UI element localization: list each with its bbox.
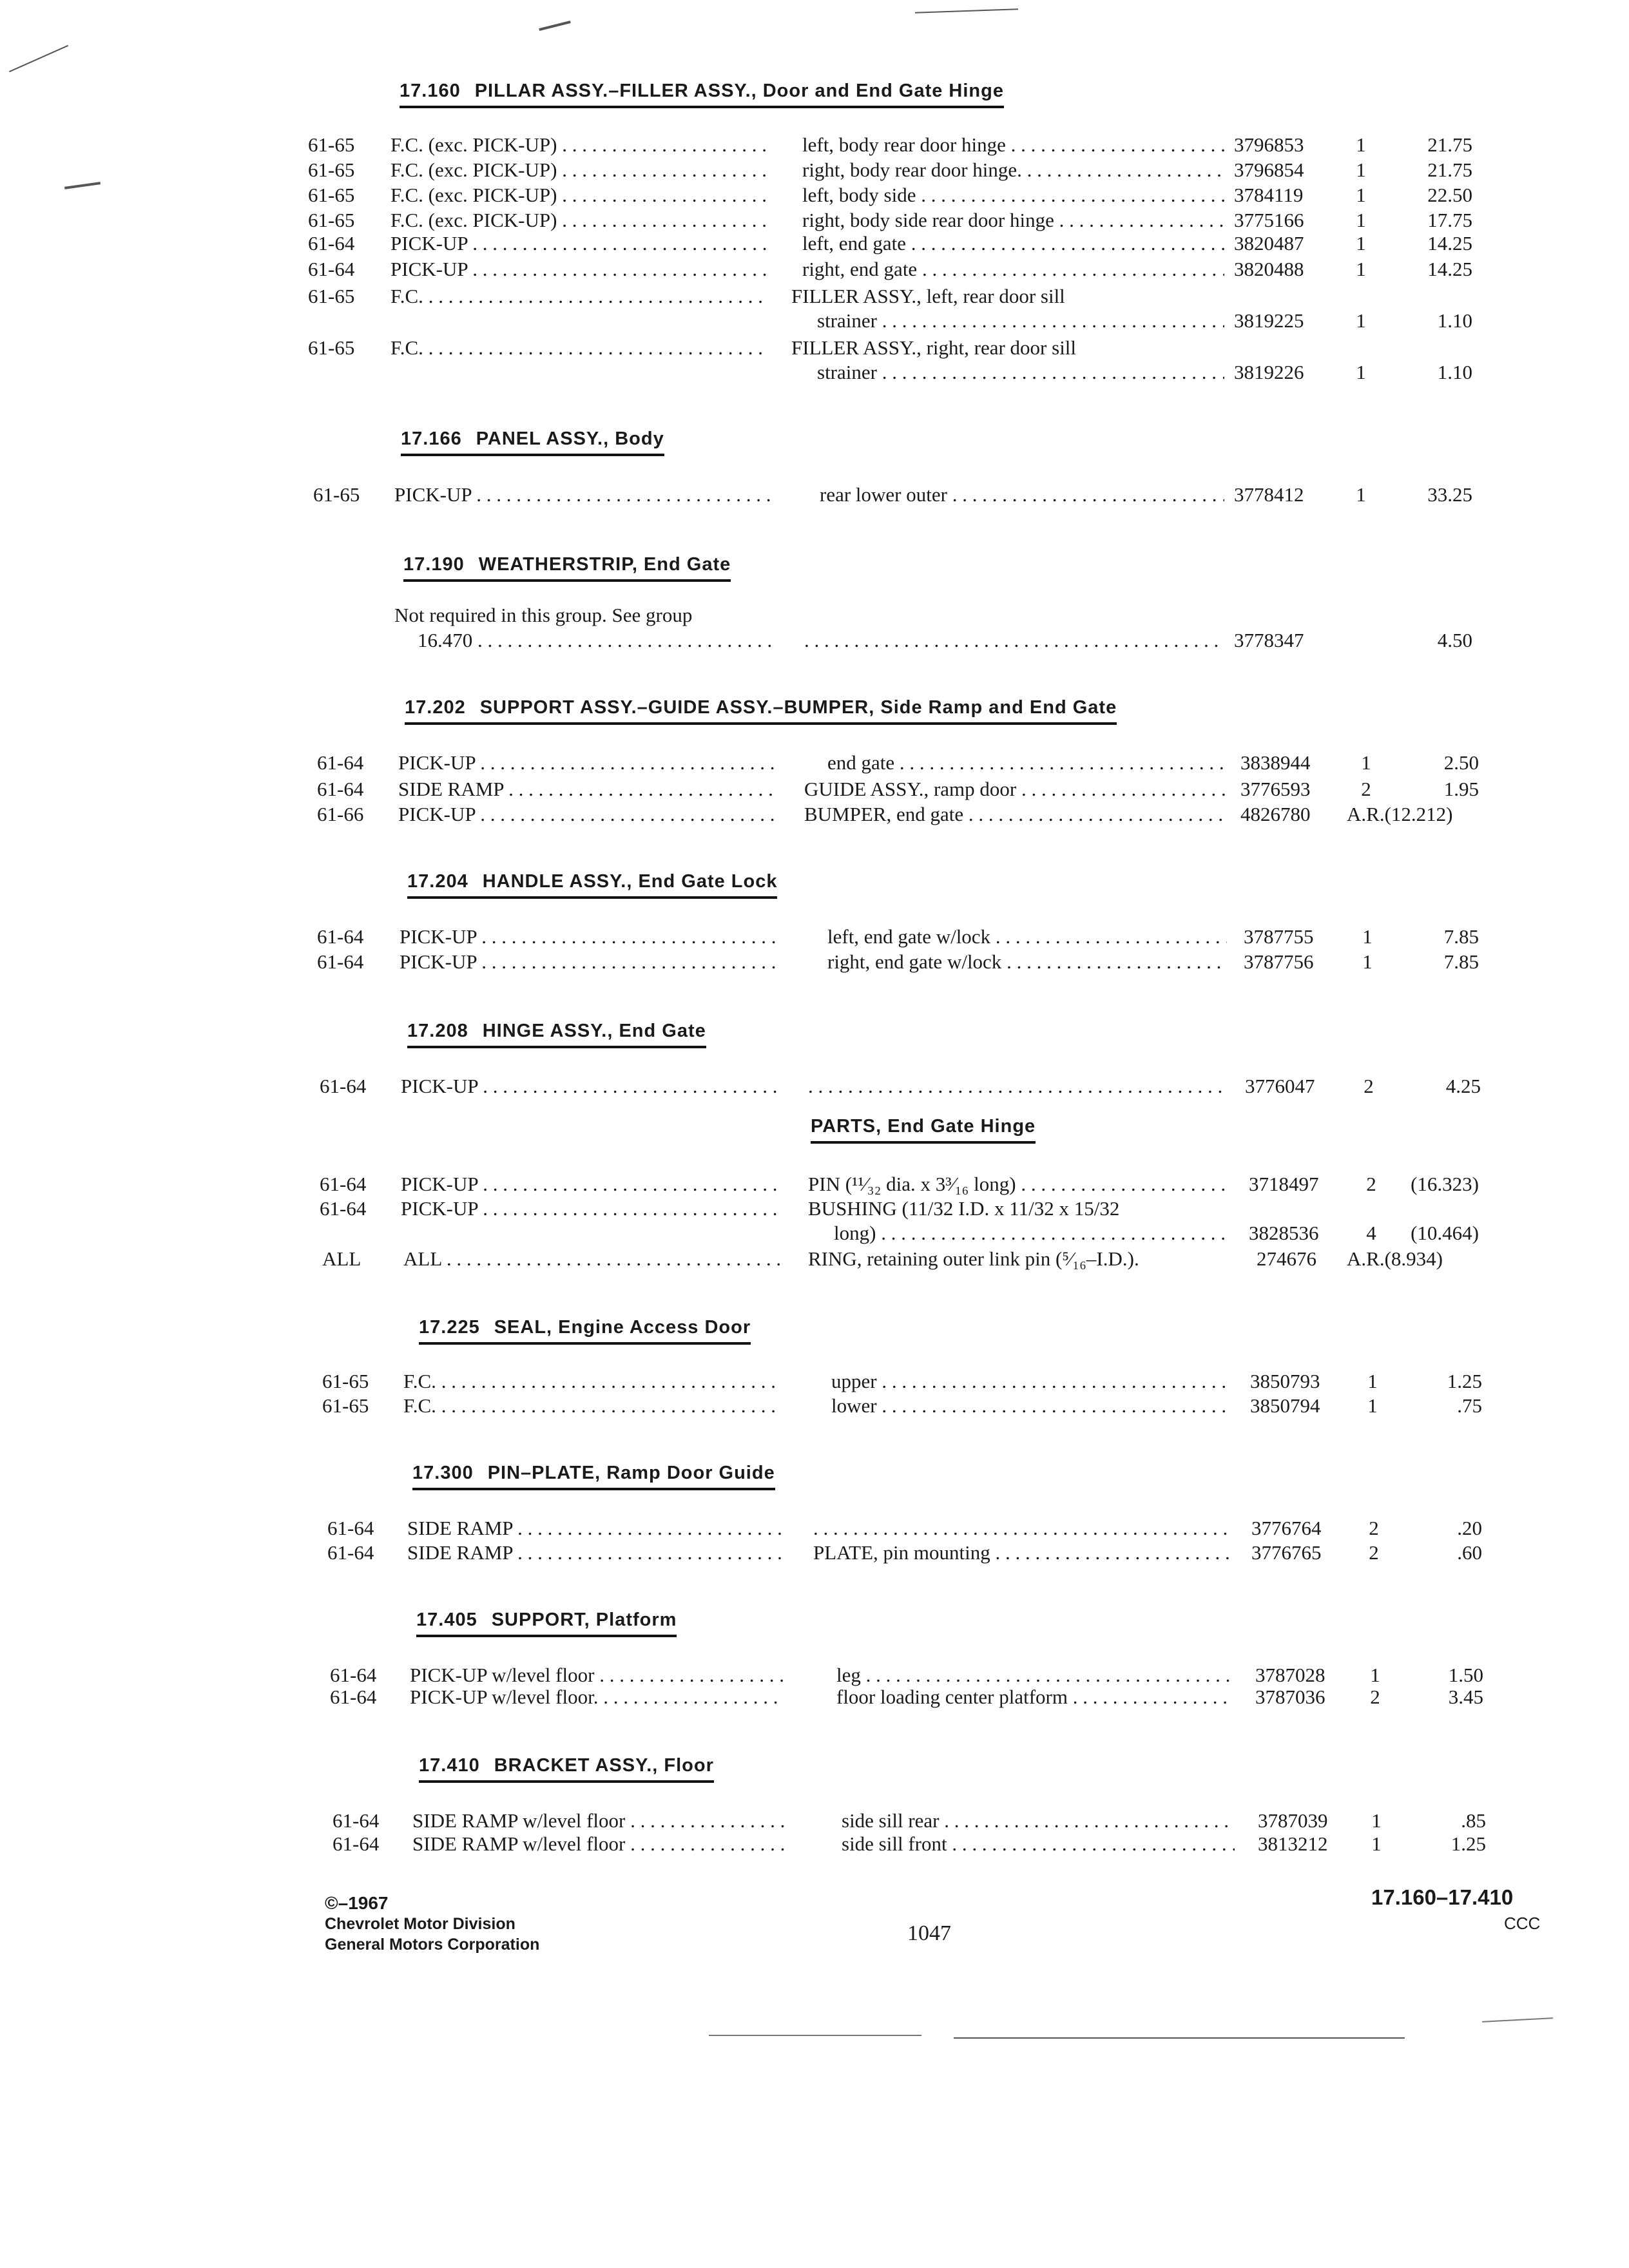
table-row: 61-64 PICK-UP w/level floor . . . leg . . . 3787028 1 1.50	[0, 1662, 1629, 1688]
table-row: strainer . . . 3819226 1 1.10	[0, 360, 1629, 385]
table-row: long) . . . 3828536 4 (10.464)	[0, 1220, 1629, 1246]
section-heading: 17.202 SUPPORT ASSY.–GUIDE ASSY.–BUMPER, Side Ramp and End Gate	[405, 697, 1117, 725]
copyright: ©–1967	[325, 1893, 389, 1913]
table-row: 61-65 F.C. . . . FILLER ASSY., right, rear door sill	[0, 335, 1629, 361]
subheading: PARTS, End Gate Hinge	[811, 1116, 1036, 1144]
table-row: 61-64 PICK-UP . . . PIN (¹¹⁄₃₂ dia. x 3³⁄₁₆ long) . . . 3718497 2 (16.323)	[0, 1171, 1629, 1197]
section-heading: 17.405 SUPPORT, Platform	[416, 1610, 677, 1637]
table-row: 61-64 SIDE RAMP . . . GUIDE ASSY., ramp door . . . 3776593 2 1.95	[0, 776, 1629, 802]
section-heading: 17.410 BRACKET ASSY., Floor	[419, 1755, 714, 1783]
table-row: Not required in this group. See group	[394, 604, 693, 626]
table-row: 61-65 F.C. (exc. PICK-UP) . . . left, body rear door hinge . . . 3796853 1 21.75	[0, 132, 1629, 158]
corporation: General Motors Corporation	[325, 1936, 540, 1954]
table-row: 61-64 PICK-UP . . . right, end gate . . . 3820488 1 14.25	[0, 256, 1629, 282]
table-row: 61-65 F.C. (exc. PICK-UP) . . . right, body rear door hinge. . . . 3796854 1 21.75	[0, 157, 1629, 183]
table-row: 61-64 PICK-UP . . . left, end gate w/lock . . . 3787755 1 7.85	[0, 924, 1629, 950]
table-row: 61-64 SIDE RAMP . . . PLATE, pin mounting . . . 3776765 2 .60	[0, 1540, 1629, 1566]
table-row: 61-64 PICK-UP . . . end gate . . . 3838944 1 2.50	[0, 750, 1629, 776]
section-heading: 17.160 PILLAR ASSY.–FILLER ASSY., Door and End Gate Hinge	[400, 81, 1004, 108]
section-heading: 17.300 PIN–PLATE, Ramp Door Guide	[412, 1463, 775, 1490]
table-row: 61-64 PICK-UP . . . right, end gate w/lock . . . 3787756 1 7.85	[0, 949, 1629, 975]
scan-mark	[9, 45, 68, 73]
table-row: 61-65 F.C. . . . lower . . . 3850794 1 .75	[0, 1393, 1629, 1419]
table-row: 61-64 SIDE RAMP w/level floor . . . side sill front . . . 3813212 1 1.25	[0, 1831, 1629, 1857]
table-row: ALL ALL . . . RING, retaining outer link pin (⁵⁄₁₆–I.D.). 274676 A.R.(8.934)	[0, 1246, 1629, 1272]
table-row: 61-64 PICK-UP . . . left, end gate . . . 3820487 1 14.25	[0, 231, 1629, 256]
scan-mark	[915, 8, 1018, 14]
table-row: 16.470 . . . . . . 3778347 4.50	[0, 628, 1629, 653]
scan-mark	[709, 2035, 921, 2036]
table-row: 61-64 PICK-UP . . . . . . 3776047 2 4.25	[0, 1073, 1629, 1099]
section-heading: 17.204 HANDLE ASSY., End Gate Lock	[407, 871, 777, 899]
page-number: 1047	[907, 1921, 951, 1945]
section-heading: 17.166 PANEL ASSY., Body	[401, 428, 664, 456]
division: Chevrolet Motor Division	[325, 1915, 516, 1933]
section-heading: 17.225 SEAL, Engine Access Door	[419, 1317, 751, 1345]
table-row: 61-64 PICK-UP . . . BUSHING (11/32 I.D. x 11/32 x 15/32	[0, 1196, 1629, 1222]
scan-mark	[954, 2037, 1405, 2039]
table-row: 61-65 F.C. . . . upper . . . 3850793 1 1.25	[0, 1369, 1629, 1394]
table-row: 61-64 PICK-UP w/level floor. . . . floor loading center platform . . . 3787036 2 3.45	[0, 1684, 1629, 1710]
scan-mark	[539, 21, 570, 31]
scan-mark	[1482, 2017, 1553, 2023]
section-heading: 17.190 WEATHERSTRIP, End Gate	[403, 554, 731, 582]
table-row: 61-65 F.C. (exc. PICK-UP) . . . right, body side rear door hinge . . . 3775166 1 17.75	[0, 207, 1629, 233]
table-row: 61-64 SIDE RAMP w/level floor . . . side sill rear . . . 3787039 1 .85	[0, 1808, 1629, 1834]
page-code: CCC	[1504, 1914, 1541, 1933]
table-row: 61-64 SIDE RAMP . . . . . . 3776764 2 .20	[0, 1515, 1629, 1541]
section-range: 17.160–17.410	[1371, 1885, 1514, 1909]
table-row: 61-65 PICK-UP . . . rear lower outer . . . 3778412 1 33.25	[0, 482, 1629, 508]
section-heading: 17.208 HINGE ASSY., End Gate	[407, 1021, 706, 1048]
table-row: 61-66 PICK-UP . . . BUMPER, end gate . . . 4826780 A.R.(12.212)	[0, 802, 1629, 827]
table-row: 61-65 F.C. . . . FILLER ASSY., left, rear door sill	[0, 284, 1629, 309]
table-row: strainer . . . 3819225 1 1.10	[0, 308, 1629, 334]
table-row: 61-65 F.C. (exc. PICK-UP) . . . left, body side . . . 3784119 1 22.50	[0, 182, 1629, 208]
